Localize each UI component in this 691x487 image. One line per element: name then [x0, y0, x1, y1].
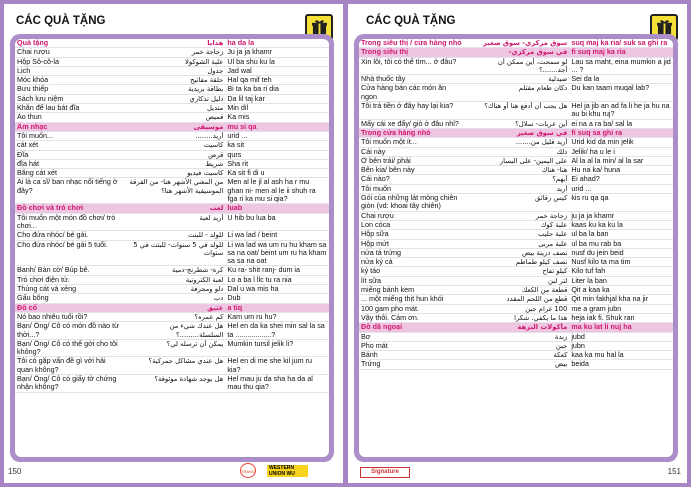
vietnamese-cell: Hộp sữa — [359, 230, 466, 239]
transliteration-cell: Li wa lad wa um ru hu kham sa sa na oat/ beint um ru ha kham sa sa na oat — [225, 240, 329, 266]
transliteration-cell: kaas ku ka ku la — [569, 220, 673, 229]
phrase-row — [15, 357, 329, 375]
phrase-row — [15, 285, 329, 294]
arabic-cell: حلقة مفاتيح — [122, 76, 226, 85]
page-title: CÁC QUÀ TẶNG — [366, 15, 456, 27]
arabic-cell: كرة- شطرنج-دمية — [122, 266, 226, 275]
vietnamese-cell: Cửa hàng bán các món ăn ngon — [359, 84, 466, 102]
transliteration-cell: Dal u wa mis ha — [225, 285, 329, 294]
transliteration-cell: Hel en da ka shei min sal la sa ta ..................? — [225, 322, 329, 340]
phrase-row — [15, 266, 329, 275]
transliteration-cell: Nusf kilo ta ma tim — [569, 258, 673, 267]
phrase-row — [15, 159, 329, 168]
phrase-row — [359, 332, 673, 341]
transliteration-cell: Ei ahad? — [569, 175, 673, 184]
phrase-row — [359, 194, 673, 212]
arabic-cell: أريد قليل من....... — [466, 138, 570, 147]
transliteration-cell: Hel en di me she kil jum ru kia? — [225, 357, 329, 375]
arabic-cell: كيلو تفاح — [466, 267, 570, 276]
transliteration-cell: mu si qa — [225, 122, 329, 131]
vietnamese-cell: Lịch — [15, 66, 122, 75]
transliteration-cell: Hu na ka/ huna — [569, 166, 673, 175]
phrase-row — [15, 131, 329, 140]
arabic-cell: موسيقى — [122, 122, 226, 131]
arabic-cell: علبة مربى — [466, 239, 570, 248]
arabic-cell: كاسيت فيديو — [122, 169, 226, 178]
arabic-cell: عتيق — [122, 303, 226, 312]
vietnamese-cell: Băng cát xét — [15, 169, 122, 178]
transliteration-cell: Urid kid da min jelik — [569, 138, 673, 147]
phrase-row — [359, 313, 673, 322]
transliteration-cell: Sei da la — [569, 75, 673, 84]
transliteration-cell: Mumkin tursil jelik li? — [225, 339, 329, 357]
footer-logos — [240, 463, 330, 479]
phrase-row — [15, 240, 329, 266]
phrase-row — [15, 178, 329, 204]
transliteration-cell: Lo a ba l llc tu ra nia — [225, 275, 329, 284]
section-header — [359, 128, 673, 137]
arabic-cell: نصف كيلو طماطم — [466, 258, 570, 267]
vietnamese-cell: Mấy cái xe đẩy/ giỏ ở đâu nhỉ? — [359, 119, 466, 128]
vietnamese-cell: Cái nào? — [359, 175, 466, 184]
transliteration-cell: urid ... — [569, 184, 673, 193]
arabic-cell: كم عمره؟ — [122, 312, 226, 321]
vietnamese-cell: Hộp Sô-cô-la — [15, 57, 122, 66]
arabic-cell: دب — [122, 294, 226, 303]
transliteration-cell: Hel ja jib an ad fa li he ja hu na au bi khu ruj? — [569, 102, 673, 120]
vietnamese-cell: Đồ cổ — [15, 303, 122, 312]
arabic-cell: هل عندي مشاكل جمركية؟ — [122, 357, 226, 375]
arabic-cell: أيهم؟ — [466, 175, 570, 184]
vietnamese-cell: Trong siêu thị — [359, 48, 466, 57]
vietnamese-cell: Âm nhạc — [15, 122, 122, 131]
phrase-row — [359, 239, 673, 248]
phrase-row — [359, 351, 673, 360]
vietnamese-cell: ... một miếng thịt hun khói — [359, 295, 466, 304]
arabic-cell: بطاقة بريدية — [122, 85, 226, 94]
transliteration-cell: Men al le jl al ash ha r mu ghan ni- men al le ii shuh ra fga ri ka mu si qia? — [225, 178, 329, 204]
transliteration-cell: Hal qa mif teh — [225, 76, 329, 85]
phrase-row — [15, 104, 329, 113]
vietnamese-cell: Trong siêu thị / cửa hàng nhỏ — [359, 39, 466, 48]
arabic-cell: أريد........ — [122, 131, 226, 140]
phrase-box — [354, 34, 678, 462]
transliteration-cell: ha da la — [225, 39, 329, 48]
phrase-row — [15, 213, 329, 231]
arabic-cell: أين عربات- سلال؟ — [466, 119, 570, 128]
phrase-row — [359, 147, 673, 156]
arabic-cell: أريد — [466, 184, 570, 193]
arabic-cell: شريط — [122, 159, 226, 168]
section-header — [15, 204, 329, 213]
transliteration-cell: Sha rit — [225, 159, 329, 168]
vietnamese-cell: Sách lưu niệm — [15, 94, 122, 103]
vietnamese-cell: Đĩa — [15, 150, 122, 159]
arabic-cell: زجاجة خمر — [122, 48, 226, 57]
phrase-row — [15, 76, 329, 85]
arabic-cell: يمكن أن ترسله لي؟ — [122, 339, 226, 357]
phrase-row — [15, 322, 329, 340]
phrase-row — [359, 119, 673, 128]
phrase-row — [359, 138, 673, 147]
phrase-row — [359, 230, 673, 239]
transliteration-cell: Ju ja ja khamr — [225, 48, 329, 57]
phrase-row — [15, 374, 329, 392]
section-header — [359, 39, 673, 48]
phrase-row — [15, 85, 329, 94]
phrase-row — [359, 276, 673, 285]
vietnamese-cell: đĩa hát — [15, 159, 122, 168]
transliteration-cell: Ka mis — [225, 113, 329, 122]
transliteration-cell: urid ... — [225, 131, 329, 140]
vietnamese-cell: Tôi muốn... — [15, 131, 122, 140]
transliteration-cell: ul ba mu rab ba — [569, 239, 673, 248]
vietnamese-cell: Đồ dã ngoại — [359, 323, 466, 332]
vietnamese-cell: Xin lỗi, tôi có thể tìm... ở đâu? — [359, 57, 466, 75]
phrase-row — [15, 294, 329, 303]
transliteration-cell: suq maj ka ria/ suk sa ghi ra — [569, 39, 673, 48]
vietnamese-cell: Ai là ca sĩ/ ban nhạc nổi tiếng ở đây? — [15, 178, 122, 204]
arabic-cell: جدول — [122, 66, 226, 75]
signature-logo: Signature — [360, 467, 410, 478]
phrase-row — [359, 75, 673, 84]
arabic-cell: 100 غرام جبن — [466, 304, 570, 313]
phrase-row — [15, 312, 329, 321]
transliteration-cell: Ku ra- shit ranj- dum ia — [225, 266, 329, 275]
vietnamese-cell: Bạn/ Ông/ Cô có giấy tờ chứng nhận không? — [15, 374, 122, 392]
vietnamese-cell: Gấu bông — [15, 294, 122, 303]
arabic-cell: ذلك — [466, 147, 570, 156]
phrase-row — [359, 57, 673, 75]
transliteration-cell: Bi ta ka ba ri dia — [225, 85, 329, 94]
arabic-cell: مأكولات النزهة — [466, 323, 570, 332]
phrase-table — [359, 39, 673, 370]
transliteration-cell: Lau sa maht, eina mumkin a jid ... ? — [569, 57, 673, 75]
phrase-row — [15, 94, 329, 103]
left-page — [4, 4, 343, 483]
arabic-cell: قطعة من الكعك — [466, 286, 570, 295]
arabic-cell: بيض — [466, 360, 570, 369]
transliteration-cell: Du kan taam muqal lab? — [569, 84, 673, 102]
vietnamese-cell: Gói của những lát mỏng chiên giòn (vd: khoai tây chiên) — [359, 194, 466, 212]
phrase-card — [15, 39, 329, 457]
vietnamese-cell: Tôi muốn một ít... — [359, 138, 466, 147]
transliteration-cell: kaa ka mu hal la — [569, 351, 673, 360]
section-header — [15, 303, 329, 312]
arabic-cell: كعكة — [466, 351, 570, 360]
arabic-cell: جبن — [466, 341, 570, 350]
phrase-row — [359, 360, 673, 369]
arabic-cell: دكان طعام مقتلم — [466, 84, 570, 102]
vietnamese-cell: Tôi muốn một món đồ chơi/ trò chơi... — [15, 213, 122, 231]
arabic-cell: هنا- هناك — [466, 166, 570, 175]
vietnamese-cell: ký táo — [359, 267, 466, 276]
transliteration-cell: Jelik/ ha u le i — [569, 147, 673, 156]
vietnamese-cell: Bên kia/ bên này — [359, 166, 466, 175]
vietnamese-cell: Pho mát — [359, 341, 466, 350]
vietnamese-cell: Khăn để lau bát đĩa — [15, 104, 122, 113]
transliteration-cell: Dub — [225, 294, 329, 303]
phrase-row — [359, 267, 673, 276]
arabic-cell: قميص — [122, 113, 226, 122]
vietnamese-cell: Cho đứa nhóc/ bé gái 5 tuổi. — [15, 240, 122, 266]
arabic-cell: هل يجب أن أدفع هنا أو هناك؟ — [466, 102, 570, 120]
vietnamese-cell: Bưu thiếp — [15, 85, 122, 94]
phrase-row — [15, 57, 329, 66]
arabic-cell: دلو ومجرفة — [122, 285, 226, 294]
transliteration-cell: Qit min fakhjal kha na jir — [569, 295, 673, 304]
phrase-row — [15, 339, 329, 357]
arabic-cell: صيدلية — [466, 75, 570, 84]
transliteration-cell: ju ja ja khamr — [569, 211, 673, 220]
publisher-logo: TRANG — [240, 463, 256, 478]
phrase-row — [359, 211, 673, 220]
vietnamese-cell: nửa ký cà — [359, 258, 466, 267]
arabic-cell: قطع من اللحم المقدد — [466, 295, 570, 304]
transliteration-cell: Ul ba shu ku la — [225, 57, 329, 66]
transliteration-cell: kis ru qa qa — [569, 194, 673, 212]
vietnamese-cell: lít sữa — [359, 276, 466, 285]
phrase-row — [15, 141, 329, 150]
vietnamese-cell: Trong cửa hàng nhỏ — [359, 128, 466, 137]
transliteration-cell: beida — [569, 360, 673, 369]
phrase-row — [15, 66, 329, 75]
transliteration-cell: Qit a kaa ka — [569, 286, 673, 295]
arabic-cell: هدايا — [122, 39, 226, 48]
transliteration-cell: nusf du jein beid — [569, 248, 673, 257]
phrase-row — [359, 156, 673, 165]
transliteration-cell: Ka sit fi di u — [225, 169, 329, 178]
phrase-row — [15, 48, 329, 57]
transliteration-cell: U hib bu lua ba — [225, 213, 329, 231]
vietnamese-cell: Móc khóa — [15, 76, 122, 85]
phrase-row — [359, 184, 673, 193]
arabic-cell: سوق مركزي- سوق صغير — [466, 39, 570, 48]
arabic-cell: هذا ما يكفي. شكرا — [466, 313, 570, 322]
arabic-cell: لتر لبن — [466, 276, 570, 285]
transliteration-cell: fi suq sa ghi ra — [569, 128, 673, 137]
vietnamese-cell: cát xét — [15, 141, 122, 150]
vietnamese-cell: Banh/ Bàn cờ/ Búp bê. — [15, 266, 122, 275]
transliteration-cell: Kilo tuf fah — [569, 267, 673, 276]
vietnamese-cell: 100 gam pho mát. — [359, 304, 466, 313]
transliteration-cell: jubn — [569, 341, 673, 350]
phrase-row — [359, 248, 673, 257]
phrase-row — [359, 102, 673, 120]
page-title: CÁC QUÀ TẶNG — [16, 15, 106, 27]
phrase-table — [15, 39, 329, 393]
phrase-row — [359, 258, 673, 267]
vietnamese-cell: Bánh — [359, 351, 466, 360]
arabic-cell: للولد - للبنت — [122, 231, 226, 240]
vietnamese-cell: Bạn/ Ông/ Cô có thể gởi cho tôi không? — [15, 339, 122, 357]
arabic-cell: دليل تذكاري — [122, 94, 226, 103]
transliteration-cell: Liter la ban — [569, 276, 673, 285]
arabic-cell: زجاجة خمر — [466, 211, 570, 220]
section-header — [15, 122, 329, 131]
arabic-cell: قرص — [122, 150, 226, 159]
phrase-row — [359, 175, 673, 184]
transliteration-cell: ma ku lat li nuj ha — [569, 323, 673, 332]
arabic-cell: كاسيت — [122, 141, 226, 150]
vietnamese-cell: Trò chơi điện tử. — [15, 275, 122, 284]
phrase-row — [359, 286, 673, 295]
vietnamese-cell: Nó bao nhiêu tuổi rồi? — [15, 312, 122, 321]
vietnamese-cell: Tôi trả tiền ở đây hay lại kia? — [359, 102, 466, 120]
vietnamese-cell: Bạn/ Ông/ Cô có món đồ nào từ thời...? — [15, 322, 122, 340]
arabic-cell: أريد لعبة — [122, 213, 226, 231]
page-number: 151 — [667, 467, 681, 476]
arabic-cell: على اليمين- على اليسار — [466, 156, 570, 165]
transliteration-cell: fi suq maj ka ria — [569, 48, 673, 57]
vietnamese-cell: Nhà thuốc tây — [359, 75, 466, 84]
vietnamese-cell: Thùng cát và xẻng — [15, 285, 122, 294]
transliteration-cell: heja iak fi. Shuk ran — [569, 313, 673, 322]
arabic-cell: علبة حليب — [466, 230, 570, 239]
transliteration-cell: Jad wal — [225, 66, 329, 75]
section-header — [359, 323, 673, 332]
vietnamese-cell: Vậy thôi. Cám ơn. — [359, 313, 466, 322]
vietnamese-cell: Quà tặng — [15, 39, 122, 48]
transliteration-cell: qurs — [225, 150, 329, 159]
transliteration-cell: Da lil taj kar — [225, 94, 329, 103]
transliteration-cell: jubd — [569, 332, 673, 341]
transliteration-cell: ka sit — [225, 141, 329, 150]
vietnamese-cell: Hộp mứt — [359, 239, 466, 248]
arabic-cell: منديل — [122, 104, 226, 113]
right-page — [348, 4, 687, 483]
phrase-row — [359, 304, 673, 313]
arabic-cell: في سوق صغير — [466, 128, 570, 137]
vietnamese-cell: Trứng — [359, 360, 466, 369]
arabic-cell: لو سمحت، أين ممكن أن أجد.......؟ — [466, 57, 570, 75]
section-header — [15, 39, 329, 48]
western-union-logo: WESTERN UNION WU — [267, 465, 308, 477]
phrase-row — [359, 166, 673, 175]
transliteration-cell: Kam um ru hu? — [225, 312, 329, 321]
transliteration-cell: me a gram jubn — [569, 304, 673, 313]
arabic-cell: هل عندك شيء من السلسلة.........؟ — [122, 322, 226, 340]
transliteration-cell: luab — [225, 204, 329, 213]
arabic-cell: هل يوجد شهادة موثوقة؟ — [122, 374, 226, 392]
vietnamese-cell: Chai rượu — [359, 211, 466, 220]
phrase-row — [359, 341, 673, 350]
phrase-row — [15, 275, 329, 284]
arabic-cell: كيس رقائق — [466, 194, 570, 212]
arabic-cell: علبة الشوكولا — [122, 57, 226, 66]
arabic-cell: للولد في 5 سنوات- للبنت في 5 سنوات — [122, 240, 226, 266]
phrase-card — [359, 39, 673, 457]
vietnamese-cell: Tôi có gặp vấn đề gì với hải quan không? — [15, 357, 122, 375]
arabic-cell: لعب — [122, 204, 226, 213]
section-header — [359, 48, 673, 57]
phrase-row — [359, 84, 673, 102]
vietnamese-cell: Cho đứa nhóc/ bé gái. — [15, 231, 122, 240]
arabic-cell: زبدة — [466, 332, 570, 341]
phrase-row — [359, 220, 673, 229]
arabic-cell: لعبة الكترونية — [122, 275, 226, 284]
vietnamese-cell: miếng bánh kem — [359, 286, 466, 295]
transliteration-cell: Hel mau ju da sha ha da al mau thu qia? — [225, 374, 329, 392]
vietnamese-cell: Đồ chơi và trò chơi — [15, 204, 122, 213]
phrase-row — [15, 231, 329, 240]
transliteration-cell: ul ba la ban — [569, 230, 673, 239]
vietnamese-cell: nửa tá trứng — [359, 248, 466, 257]
transliteration-cell: Li wa lad / beint — [225, 231, 329, 240]
transliteration-cell: ei na a ra ba/ sal la — [569, 119, 673, 128]
arabic-cell: نصف دزينة بيض — [466, 248, 570, 257]
phrase-row — [359, 295, 673, 304]
transliteration-cell: Min dil — [225, 104, 329, 113]
phrase-row — [15, 113, 329, 122]
vietnamese-cell: Chai rượu — [15, 48, 122, 57]
phrase-row — [15, 169, 329, 178]
phrase-box — [10, 34, 334, 462]
vietnamese-cell: Cái này — [359, 147, 466, 156]
page-number: 150 — [8, 467, 22, 476]
arabic-cell: في سوق مركزي- — [466, 48, 570, 57]
vietnamese-cell: Lon cóca — [359, 220, 466, 229]
transliteration-cell: Al la al la min/ al la sar — [569, 156, 673, 165]
transliteration-cell: a tiq — [225, 303, 329, 312]
vietnamese-cell: Ở bên trái/ phải — [359, 156, 466, 165]
arabic-cell: علبة كوك — [466, 220, 570, 229]
vietnamese-cell: Áo thun — [15, 113, 122, 122]
phrase-row — [15, 150, 329, 159]
arabic-cell: من المغني الأشهر هنا- من الفرقة الموسيقية الأشهر هنا؟ — [122, 178, 226, 204]
vietnamese-cell: Bơ — [359, 332, 466, 341]
vietnamese-cell: Tôi muốn — [359, 184, 466, 193]
